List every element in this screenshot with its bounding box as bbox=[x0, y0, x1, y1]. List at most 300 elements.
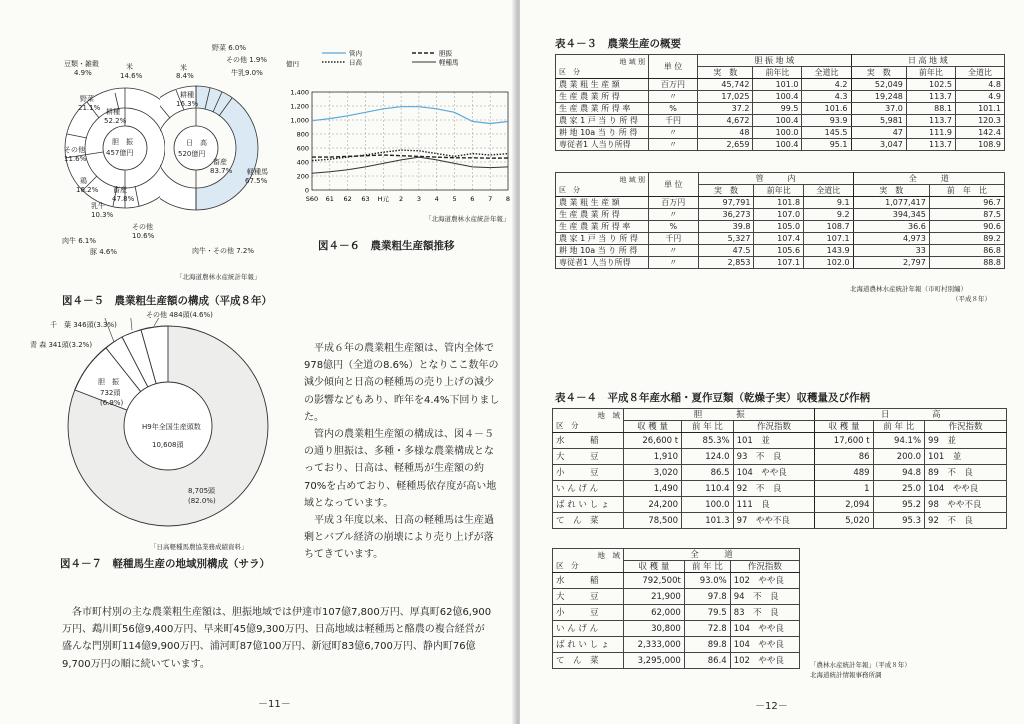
legend-label: 日高 bbox=[349, 58, 362, 67]
iburi-label: 10.6% bbox=[132, 232, 155, 240]
cell: 92 不 良 bbox=[733, 481, 815, 497]
cell: 2,853 bbox=[698, 257, 754, 269]
table-row bbox=[553, 637, 800, 653]
cell: 104 やや良 bbox=[925, 481, 1007, 497]
cell: 108.9 bbox=[955, 139, 1004, 151]
iburi-label: 16.2% bbox=[76, 186, 99, 194]
cell: 394,345 bbox=[853, 209, 929, 221]
cell: 93.0% bbox=[684, 573, 730, 589]
cell: 5,020 bbox=[815, 513, 873, 529]
table-row bbox=[553, 589, 800, 605]
cell: 〃 bbox=[649, 257, 699, 269]
page-number-right: －12－ bbox=[755, 701, 788, 712]
header-division: 区 分 bbox=[556, 420, 579, 430]
header-area-division bbox=[553, 409, 624, 433]
cell: 113.7 bbox=[906, 91, 955, 103]
cell: 94 不 良 bbox=[730, 589, 799, 605]
cell: 26,600 t bbox=[624, 433, 682, 449]
subheader: 作況指数 bbox=[733, 421, 815, 433]
row-label: 専従者1 人当り所得 bbox=[556, 139, 649, 151]
crop-yield-table-zendo bbox=[552, 548, 800, 669]
cell: 105.0 bbox=[754, 221, 804, 233]
cell: 110.4 bbox=[682, 481, 733, 497]
cell: 145.5 bbox=[802, 127, 851, 139]
header-area: 地 域 bbox=[597, 410, 620, 420]
hidaka-label: 耕種 bbox=[180, 91, 194, 99]
table-row bbox=[553, 481, 1007, 497]
x-tick-label: 5 bbox=[452, 195, 457, 203]
subheader: 実 数 bbox=[853, 185, 929, 197]
y-tick-label: 0 bbox=[304, 186, 309, 195]
subheader: 作況指数 bbox=[730, 561, 799, 573]
cell: 100.4 bbox=[753, 139, 802, 151]
cell: 百万円 bbox=[649, 79, 698, 91]
fig46-caption: 図４－６ 農業粗生産額推移 bbox=[318, 240, 455, 252]
hidaka-label: 畜産 bbox=[213, 158, 227, 166]
cell: 101.3 bbox=[682, 513, 733, 529]
crop-yield-table-iburi-hidaka bbox=[552, 408, 1007, 529]
cell: 102 やや良 bbox=[730, 653, 799, 669]
subheader: 作況指数 bbox=[925, 421, 1007, 433]
y-tick-label: 800 bbox=[296, 130, 309, 139]
row-label: 小 豆 bbox=[553, 605, 624, 621]
cell: 108.7 bbox=[804, 221, 854, 233]
header-zendo: 全 道 bbox=[853, 173, 1004, 185]
cell: 〃 bbox=[649, 91, 698, 103]
iburi-label: 耕種 bbox=[106, 108, 120, 116]
cell: 3,020 bbox=[624, 465, 682, 481]
iburi-label: 10.3% bbox=[91, 211, 114, 219]
iburi-label: 畜産 bbox=[113, 186, 127, 194]
table-row bbox=[556, 91, 1005, 103]
cell: 33 bbox=[853, 245, 929, 257]
cell: 4.2 bbox=[802, 79, 851, 91]
table-row bbox=[553, 513, 1007, 529]
row-label: 耕 地 10a 当 り 所 得 bbox=[556, 127, 649, 139]
row-label: 専従者1 人当り所得 bbox=[556, 257, 649, 269]
cell: 83 不 良 bbox=[730, 605, 799, 621]
cell: 101 並 bbox=[733, 433, 815, 449]
series-line bbox=[312, 155, 508, 158]
cell: 3,295,000 bbox=[624, 653, 685, 669]
iburi-label: その他 bbox=[64, 146, 85, 154]
iburi-center-value: 457億円 bbox=[106, 149, 134, 157]
cell: 62,000 bbox=[624, 605, 685, 621]
cell: 142.4 bbox=[955, 127, 1004, 139]
cell: 52,049 bbox=[851, 79, 906, 91]
cell: 1,077,417 bbox=[853, 197, 929, 209]
row-label: 農 業 粗 生 産 額 bbox=[556, 197, 649, 209]
cell: 113.7 bbox=[906, 115, 955, 127]
cell: 92 不 良 bbox=[925, 513, 1007, 529]
cell: 4,973 bbox=[853, 233, 929, 245]
cell: 30,800 bbox=[624, 621, 685, 637]
hidaka-label: 16.3% bbox=[176, 100, 199, 108]
table-row bbox=[553, 465, 1007, 481]
chart-legend bbox=[322, 49, 459, 67]
table-row bbox=[556, 197, 1005, 209]
table-row bbox=[556, 115, 1005, 127]
pie-label: 青 森 341頭(3.2%) bbox=[30, 341, 93, 349]
row-label: 生 産 農 業 所 得 率 bbox=[556, 103, 649, 115]
cell: 98 やや不良 bbox=[925, 497, 1007, 513]
pie-center-title: H9年全国生産頭数 bbox=[142, 423, 201, 431]
cell: 17,025 bbox=[698, 91, 753, 103]
cell: 89.2 bbox=[929, 233, 1004, 245]
header-unit: 単 位 bbox=[649, 173, 699, 197]
cell: 86.8 bbox=[929, 245, 1004, 257]
y-tick-label: 1,000 bbox=[290, 116, 309, 125]
cell: 96.7 bbox=[929, 197, 1004, 209]
fig47-caption: 図４－７ 軽種馬生産の地域別構成（サラ） bbox=[60, 558, 270, 570]
x-tick-label: 6 bbox=[470, 195, 475, 203]
pie-center-value: 10,608頭 bbox=[152, 441, 184, 449]
cell: 111 良 bbox=[733, 497, 815, 513]
header-area-division bbox=[553, 549, 624, 573]
cell: 48 bbox=[698, 127, 753, 139]
cell: 39.8 bbox=[698, 221, 754, 233]
header-area: 地 域 別 bbox=[619, 57, 645, 66]
table-row bbox=[556, 233, 1005, 245]
cell: 89.8 bbox=[684, 637, 730, 653]
iburi-label: 14.6% bbox=[120, 72, 143, 80]
cell: 37.0 bbox=[851, 103, 906, 115]
row-label: ば れ い し ょ bbox=[553, 497, 624, 513]
fig45-source: 「北海道農林水産統計年報」 bbox=[176, 273, 261, 281]
x-tick-label: 3 bbox=[416, 195, 421, 203]
iburi-center-title: 胆 振 bbox=[112, 138, 133, 146]
series-line bbox=[312, 107, 508, 124]
summary-paragraph-2: 管内の農業粗生産額の構成は、図４－５の通り胆振は、多種・多様な農業構成となっており、日高は、軽種馬が生産額の約70%を占めており、軽種馬依存度が高い地域となっています。 bbox=[304, 429, 497, 509]
summary-paragraph bbox=[304, 340, 500, 564]
cell: 102 やや良 bbox=[730, 573, 799, 589]
cell: 2,333,000 bbox=[624, 637, 685, 653]
subheader: 前年比 bbox=[906, 67, 955, 79]
table-row bbox=[556, 139, 1005, 151]
header-division: 区 分 bbox=[559, 67, 580, 76]
row-label: 生 産 農 業 所 得 bbox=[556, 91, 649, 103]
production-trend-chart bbox=[282, 48, 514, 212]
x-tick-label: H元 bbox=[377, 195, 389, 203]
legend-label: 軽種馬 bbox=[439, 58, 459, 67]
pie-label: その他 484頭(4.6%) bbox=[146, 311, 213, 319]
table-row bbox=[556, 257, 1005, 269]
cell: 104 やや良 bbox=[730, 637, 799, 653]
cell: 113.7 bbox=[906, 139, 955, 151]
subheader: 実 数 bbox=[698, 185, 754, 197]
cell: 2,659 bbox=[698, 139, 753, 151]
cell: 千円 bbox=[649, 115, 698, 127]
iburi-label: 乳牛 bbox=[91, 202, 105, 210]
table-row bbox=[553, 605, 800, 621]
cell: 〃 bbox=[649, 127, 698, 139]
header-iburi: 胆 振 地 域 bbox=[698, 55, 851, 67]
subheader: 前年比 bbox=[754, 185, 804, 197]
cell: 3,047 bbox=[851, 139, 906, 151]
y-unit-label: 億円 bbox=[286, 60, 299, 68]
cell: 120.3 bbox=[955, 115, 1004, 127]
table-row bbox=[556, 103, 1005, 115]
cell: 86.5 bbox=[682, 465, 733, 481]
cell: 102.5 bbox=[906, 79, 955, 91]
cell: 72.8 bbox=[684, 621, 730, 637]
cell: 94.1% bbox=[873, 433, 924, 449]
cell: % bbox=[649, 221, 699, 233]
hidaka-center-title: 日 高 bbox=[186, 139, 207, 147]
cell: % bbox=[649, 103, 698, 115]
subheader: 前 年 比 bbox=[929, 185, 1004, 197]
pie-label: (82.0%) bbox=[188, 497, 216, 505]
page-number-left: －11－ bbox=[258, 699, 291, 710]
cell: 95.1 bbox=[802, 139, 851, 151]
header-hidaka: 日 高 地 域 bbox=[851, 55, 1004, 67]
row-label: い ん げ ん bbox=[553, 481, 624, 497]
hidaka-label: 8.4% bbox=[176, 72, 194, 80]
cell: 107.0 bbox=[754, 209, 804, 221]
iburi-label: 4.9% bbox=[74, 69, 92, 77]
cell: 99.5 bbox=[753, 103, 802, 115]
cell: 100.0 bbox=[753, 127, 802, 139]
cell: 百万円 bbox=[649, 197, 699, 209]
pie-label: (6.9%) bbox=[100, 399, 124, 407]
table-row bbox=[553, 449, 1007, 465]
cell: 89 不 良 bbox=[925, 465, 1007, 481]
cell: 101.0 bbox=[753, 79, 802, 91]
cell: 79.5 bbox=[684, 605, 730, 621]
hidaka-label: 野菜 6.0% bbox=[212, 44, 247, 52]
cell: 1,910 bbox=[624, 449, 682, 465]
row-label: 農 業 粗 生 産 額 bbox=[556, 79, 649, 91]
subheader: 全道比 bbox=[955, 67, 1004, 79]
table-row bbox=[553, 433, 1007, 449]
table43-source-1: 北海道農林水産統計年報（市町村別編） bbox=[850, 285, 967, 293]
x-tick-label: 4 bbox=[434, 195, 439, 203]
subheader: 前年比 bbox=[753, 67, 802, 79]
table-row bbox=[556, 221, 1005, 233]
cell: 4.8 bbox=[955, 79, 1004, 91]
cell: 104 やや良 bbox=[733, 465, 815, 481]
cell: 千円 bbox=[649, 233, 699, 245]
header-zendo: 全 道 bbox=[624, 549, 800, 561]
x-tick-label: S60 bbox=[305, 195, 319, 203]
table-row bbox=[553, 621, 800, 637]
row-label: て ん 菜 bbox=[553, 653, 624, 669]
cell: 4.9 bbox=[955, 91, 1004, 103]
cell: 78,500 bbox=[624, 513, 682, 529]
cell: 4.3 bbox=[802, 91, 851, 103]
iburi-label: 11.6% bbox=[64, 155, 87, 163]
subheader: 前 年 比 bbox=[684, 561, 730, 573]
cell: 1 bbox=[815, 481, 873, 497]
cell: 88.8 bbox=[929, 257, 1004, 269]
cell: 97.8 bbox=[684, 589, 730, 605]
chart-axes bbox=[286, 59, 510, 203]
cell: 99 並 bbox=[925, 433, 1007, 449]
legend-label: 管内 bbox=[349, 49, 362, 58]
table43-source-2: （平成８年） bbox=[952, 295, 991, 303]
farm-production-table-kannai-zendo bbox=[555, 172, 1005, 269]
subheader: 収 穫 量 bbox=[624, 561, 685, 573]
y-tick-label: 200 bbox=[296, 172, 309, 181]
bottom-paragraph: 各市町村別の主な農業粗生産額は、胆振地域では伊達市107億7,800万円、厚真町62億6,900万円、鵡川町56億9,400万円、早来町45億9,300万円、日高地域は軽種馬と酪農の複合経営が盛んな門別町114億9,900万円、浦河町87億100万円、新冠町83億6,700万円、静内町76億9,700万円の順に続いています。 bbox=[62, 607, 492, 670]
subheader: 全道比 bbox=[804, 185, 854, 197]
table-row bbox=[556, 245, 1005, 257]
pie-label: 千 葉 346頭(3.3%) bbox=[50, 321, 117, 329]
subheader: 実 数 bbox=[698, 67, 753, 79]
header-unit: 単 位 bbox=[649, 55, 698, 79]
cell: 47.5 bbox=[698, 245, 754, 257]
cell: 100.0 bbox=[682, 497, 733, 513]
cell: 97,791 bbox=[698, 197, 754, 209]
row-label: 大 豆 bbox=[553, 449, 624, 465]
y-tick-label: 1,200 bbox=[290, 102, 309, 111]
summary-paragraph-3: 平成３年度以来、日高の軽種馬は生産過剰とバブル経済の崩壊により売り上げが落ちてきています。 bbox=[304, 515, 494, 561]
cell: 36,273 bbox=[698, 209, 754, 221]
table44-source-1: 「農林水産統計年報」（平成８年） bbox=[810, 661, 911, 669]
cell: 21,900 bbox=[624, 589, 685, 605]
cell: 101.8 bbox=[754, 197, 804, 209]
cell: 4,672 bbox=[698, 115, 753, 127]
table43-title: 表４－３ 農業生産の概要 bbox=[555, 38, 681, 50]
x-tick-label: 61 bbox=[325, 195, 334, 203]
table-row bbox=[556, 127, 1005, 139]
hidaka-label: 米 bbox=[180, 64, 187, 72]
cell: 100.4 bbox=[753, 115, 802, 127]
fig47-source: 「日高軽種馬農協業務成績資料」 bbox=[150, 543, 248, 551]
pie-label: 732頭 bbox=[100, 389, 121, 397]
subheader: 収 穫 量 bbox=[815, 421, 873, 433]
cell: 107.1 bbox=[804, 233, 854, 245]
cell: 36.6 bbox=[853, 221, 929, 233]
row-label: 農 家 1 戸 当 り 所 得 bbox=[556, 115, 649, 127]
cell: 〃 bbox=[649, 139, 698, 151]
summary-paragraph-1: 平成６年の農業粗生産額は、管内全体で978億円（全道の8.6%）となりここ数年の減少傾向と日高の軽種馬の売り上げの減少の影響などもあり、昨年を4.4%下回りました。 bbox=[304, 343, 500, 423]
header-division: 区 分 bbox=[556, 560, 579, 570]
cell: 93.9 bbox=[802, 115, 851, 127]
table-row bbox=[556, 209, 1005, 221]
x-tick-label: 62 bbox=[343, 195, 352, 203]
header-iburi: 胆 振 bbox=[624, 409, 815, 421]
row-label: い ん げ ん bbox=[553, 621, 624, 637]
hidaka-label: 83.7% bbox=[210, 167, 233, 175]
iburi-label: 米 bbox=[126, 63, 133, 71]
iburi-label: 52.2% bbox=[104, 117, 127, 125]
x-tick-label: 8 bbox=[505, 195, 511, 203]
hidaka-label: 軽種馬 bbox=[247, 168, 268, 176]
y-tick-label: 400 bbox=[296, 158, 309, 167]
fig46-source: 「北海道農林水産統計年報」 bbox=[425, 215, 510, 223]
cell: 5,327 bbox=[698, 233, 754, 245]
hidaka-label: 67.5% bbox=[245, 177, 268, 185]
cell: 97 やや不良 bbox=[733, 513, 815, 529]
subheader: 収 穫 量 bbox=[624, 421, 682, 433]
cell: 104 やや良 bbox=[730, 621, 799, 637]
cell: 24,200 bbox=[624, 497, 682, 513]
cell: 5,981 bbox=[851, 115, 906, 127]
cell: 200.0 bbox=[873, 449, 924, 465]
header-area-division bbox=[556, 55, 649, 79]
legend-label: 胆振 bbox=[439, 49, 452, 58]
cell: 107.1 bbox=[754, 257, 804, 269]
cell: 86 bbox=[815, 449, 873, 465]
cell: 124.0 bbox=[682, 449, 733, 465]
cell: 88.1 bbox=[906, 103, 955, 115]
cell: 101.1 bbox=[955, 103, 1004, 115]
farm-production-table-iburi-hidaka bbox=[555, 54, 1005, 151]
cell: 87.5 bbox=[929, 209, 1004, 221]
cell: 9.2 bbox=[804, 209, 854, 221]
row-label: 水 稲 bbox=[553, 573, 624, 589]
cell: 2,094 bbox=[815, 497, 873, 513]
cell: 85.3% bbox=[682, 433, 733, 449]
subheader: 前 年 比 bbox=[873, 421, 924, 433]
iburi-label: 野菜 bbox=[80, 95, 94, 103]
header-kannai: 管 内 bbox=[698, 173, 853, 185]
series-line bbox=[312, 157, 508, 173]
hidaka-label: 牛乳9.0% bbox=[231, 69, 263, 77]
subheader: 実 数 bbox=[851, 67, 906, 79]
header-area: 地 域 bbox=[597, 550, 620, 560]
hidaka-label: 肉牛・その他 7.2% bbox=[192, 247, 255, 255]
iburi-label: 豚 4.6% bbox=[90, 248, 118, 256]
cell: 9.1 bbox=[804, 197, 854, 209]
cell: 489 bbox=[815, 465, 873, 481]
subheader: 全道比 bbox=[802, 67, 851, 79]
row-label: ば れ い し ょ bbox=[553, 637, 624, 653]
right-page bbox=[520, 0, 1024, 724]
row-label: て ん 菜 bbox=[553, 513, 624, 529]
cell: 37.2 bbox=[698, 103, 753, 115]
cell: 45,742 bbox=[698, 79, 753, 91]
cell: 86.4 bbox=[684, 653, 730, 669]
header-hidaka: 日 高 bbox=[815, 409, 1007, 421]
iburi-label: その他 bbox=[132, 223, 153, 231]
cell: 100.4 bbox=[753, 91, 802, 103]
cell: 25.0 bbox=[873, 481, 924, 497]
cell: 792,500t bbox=[624, 573, 685, 589]
pie-label: 8,705頭 bbox=[188, 487, 216, 495]
cell: 95.2 bbox=[873, 497, 924, 513]
pie-label: 胆 振 bbox=[98, 378, 119, 386]
cell: 〃 bbox=[649, 245, 699, 257]
subheader: 前 年 比 bbox=[682, 421, 733, 433]
header-division: 区 分 bbox=[559, 185, 580, 194]
fig45-caption: 図４－５ 農業粗生産額の構成（平成８年） bbox=[62, 295, 272, 307]
cell: 93 不 良 bbox=[733, 449, 815, 465]
row-label: 耕 地 10a 当 り 所 得 bbox=[556, 245, 649, 257]
row-label: 小 豆 bbox=[553, 465, 624, 481]
iburi-label: 鶏 bbox=[80, 177, 87, 185]
iburi-label: 豆類・雑穀 bbox=[64, 60, 99, 68]
row-label: 大 豆 bbox=[553, 589, 624, 605]
x-tick-label: 63 bbox=[361, 195, 370, 203]
cell: 95.3 bbox=[873, 513, 924, 529]
cell: 2,797 bbox=[853, 257, 929, 269]
cell: 107.4 bbox=[754, 233, 804, 245]
cell: 94.8 bbox=[873, 465, 924, 481]
iburi-label: 肉牛 6.1% bbox=[62, 237, 97, 245]
table44-title: 表４－４ 平成８年産水稲・夏作豆類（乾燥子実）収穫量及び作柄 bbox=[555, 392, 870, 404]
x-tick-label: 2 bbox=[399, 195, 404, 203]
cell: 17,600 t bbox=[815, 433, 873, 449]
cell: 105.6 bbox=[754, 245, 804, 257]
cell: 1,490 bbox=[624, 481, 682, 497]
chart-lines bbox=[312, 107, 508, 174]
cell: 102.0 bbox=[804, 257, 854, 269]
cell: 19,248 bbox=[851, 91, 906, 103]
row-label: 生 産 農 業 所 得 率 bbox=[556, 221, 649, 233]
cell: 111.9 bbox=[906, 127, 955, 139]
